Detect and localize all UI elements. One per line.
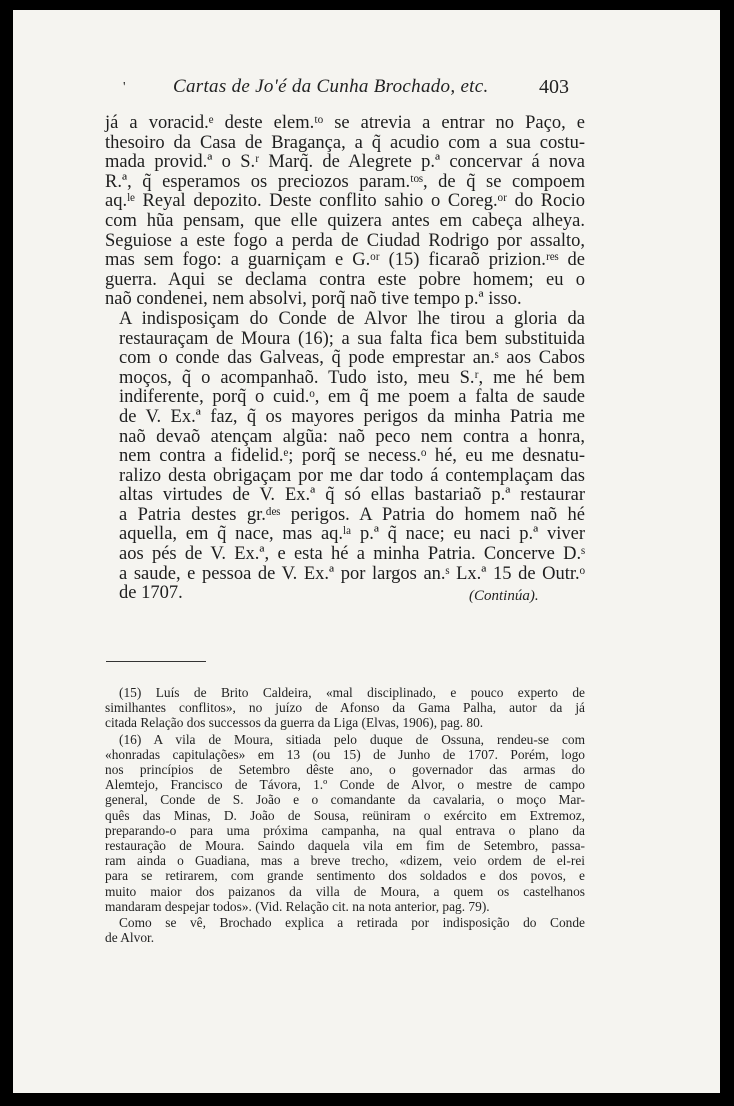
text-line: A indisposiçam do Conde de Alvor lhe tirou a gloria da xyxy=(119,308,585,329)
footnote-comment xyxy=(105,915,585,945)
footnote-15 xyxy=(105,685,585,731)
footnote-line: citada Relação dos successos da guerra da Liga (Elvas, 1906), pag. 80. xyxy=(105,715,484,731)
text-line: mas sem fogo: a guarniçam e G.ᵒʳ (15) ficaraõ prizion.ʳᵉˢ de xyxy=(105,250,585,271)
text-line: ralizo desta obrigaçam por me dar todo á contemplaçam das xyxy=(119,465,585,486)
continua-note: (Continúa). xyxy=(469,588,539,604)
text-line: moços, q̃ o acompanhaõ. Tudo isto, meu S.ʳ, me hé bem xyxy=(119,367,585,388)
book-page xyxy=(13,10,720,1093)
footnote-line: «honradas capitulações» em 13 (ou 15) de Junho de 1707. Porém, logo xyxy=(105,746,585,762)
footnote-line: nos princípios de Setembro dêste ano, o governador das armas do xyxy=(105,762,585,778)
footnote-line: ram ainda o Guadiana, mas a breve trecho, «dizem, veio ordem de el-rei xyxy=(105,853,585,869)
text-line: Seguiose a este fogo a perda de Ciudad Rodrigo por assalto, xyxy=(105,230,585,251)
footnote-line: restauração de Moura. Saindo daquela vila em fim de Setembro, passa- xyxy=(105,838,585,854)
text-line: mada provid.ª o S.ʳ Marq̃. de Alegrete p.ª concervar á nova xyxy=(105,152,585,173)
footnote-line: mandaram despejar todos». (Vid. Relação cit. na nota anterior, pag. 79). xyxy=(105,898,490,914)
text-line: a Patria destes gr.ᵈᵉˢ perigos. A Patria do homem naõ hé xyxy=(119,504,585,525)
footnote-line: Como se vê, Brochado explica a retirada por indisposição do Conde xyxy=(119,915,585,931)
footnote-divider xyxy=(106,661,206,662)
text-line: naõ condenei, nem absolvi, porq̃ naõ tive tempo p.ª isso. xyxy=(105,289,522,310)
text-line: aquella, em q̃ nace, mas aq.ˡᵃ p.ª q̃ nace; eu naci p.ª viver xyxy=(119,524,585,545)
footnote-16 xyxy=(105,732,585,914)
footnote-line: quês das Minas, D. João de Sousa, reüniram o exército em Extremoz, xyxy=(105,807,585,823)
text-line: R.ª, q̃ esperamos os preciozos param.ᵗᵒˢ, de q̃ se compoem xyxy=(105,171,585,192)
footnote-line: (15) Luís de Brito Caldeira, «mal disciplinado, e pouco experto de xyxy=(119,685,585,700)
text-line: naõ devaõ atençam algũa: naõ peco nem contra a honra, xyxy=(119,426,585,447)
page-number: 403 xyxy=(539,76,569,98)
footnote-line: similhantes conflitos», no juízo de Afonso da Gama Palha, autor da já xyxy=(105,700,585,716)
text-line: indiferente, porq̃ o cuid.ᵒ, em q̃ me poem a falta de saude xyxy=(119,387,585,408)
paragraph-2 xyxy=(105,310,585,604)
text-line: thesoiro da Casa de Bragança, a q̃ acudio com a sua costu- xyxy=(105,132,585,153)
text-line: aq.ˡᵉ Reyal depozito. Deste conflito sahio o Coreg.ᵒʳ do Rocio xyxy=(105,191,585,212)
text-line: restauraçam de Moura (16); a sua falta fica bem substituida xyxy=(119,328,585,349)
text-line: a saude, e pessoa de V. Ex.ª por largos an.ˢ Lx.ª 15 de Outr.ᵒ xyxy=(119,563,585,584)
footnote-line: general, Conde de S. João e o comandante da cavalaria, o moço Mar- xyxy=(105,792,585,808)
footnote-line: Alemtejo, Francisco de Távora, 1.º Conde de Alvor, o mestre de campo xyxy=(105,777,585,793)
letter-text xyxy=(105,114,585,604)
footnote-line: para se retirarem, com grande sentimento dos soldados e dos povos, e xyxy=(105,868,585,884)
text-line: com hũa pensam, que elle quizera antes em cabeça alheya. xyxy=(105,210,585,231)
footnote-line: (16) A vila de Moura, sitiada pelo duque de Ossuna, rendeu-se com xyxy=(119,731,585,747)
running-title: Cartas de Jo'é da Cunha Brochado, etc. xyxy=(173,76,489,97)
text-line: já a voracid.ᵉ deste elem.ᵗᵒ se atrevia a entrar no Paço, e xyxy=(105,113,585,133)
text-line: altas virtudes de V. Ex.ª q̃ só ellas bastariaõ p.ª restaurar xyxy=(119,485,585,506)
page-header xyxy=(13,76,720,102)
paragraph-1 xyxy=(105,114,585,310)
text-line: com o conde das Galveas, q̃ pode emprestar an.ˢ aos Cabos xyxy=(119,348,585,369)
footnotes xyxy=(105,685,585,946)
margin-mark: ' xyxy=(123,80,126,95)
text-line: nem contra a fidelid.ᵉ; porq̃ se necess.ᵒ hé, eu me desnatu- xyxy=(119,446,585,467)
footnote-line: muito maior dos paizanos da villa de Moura, a quem os castelhanos xyxy=(105,883,585,899)
footnote-line: de Alvor. xyxy=(105,930,155,946)
text-line: de V. Ex.ª faz, q̃ os mayores perigos da minha Patria me xyxy=(119,406,585,427)
text-line: aos pés de V. Ex.ª, e esta hé a minha Patria. Concerve D.ˢ xyxy=(119,544,585,565)
text-line: guerra. Aqui se declama contra este pobre homem; eu o xyxy=(105,269,585,290)
footnote-line: preparando-o para uma próxima campanha, na qual entrava o plano da xyxy=(105,822,585,838)
text-line: de 1707. xyxy=(119,583,183,604)
